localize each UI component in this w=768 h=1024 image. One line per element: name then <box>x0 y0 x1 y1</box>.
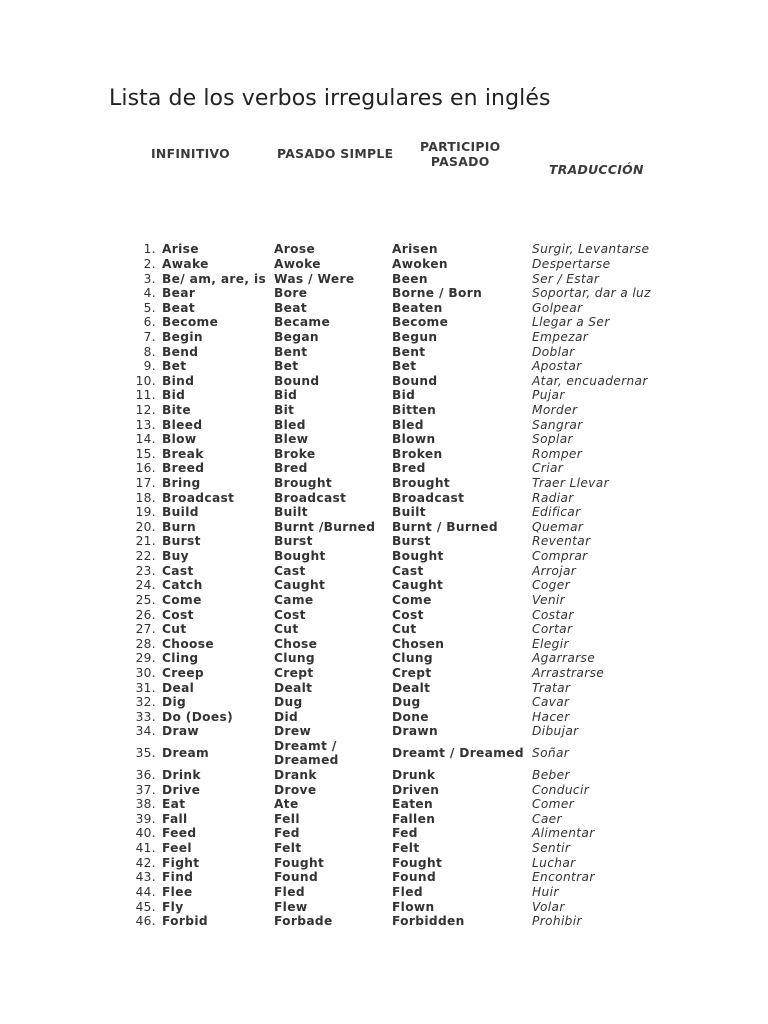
verb-number: 4. <box>143 286 156 301</box>
verb-infinitive: Beat <box>162 300 196 315</box>
verb-translation: Comer <box>532 797 575 812</box>
table-row <box>118 782 651 797</box>
verb-number: 13. <box>135 417 156 432</box>
verb-number: 46. <box>135 914 156 929</box>
verb-past-simple: Bled <box>274 417 306 432</box>
verb-past-simple: Forbade <box>274 914 333 929</box>
verb-infinitive: Buy <box>162 549 189 564</box>
table-row <box>118 739 651 768</box>
verb-past-simple: Bit <box>274 403 295 417</box>
verb-past-participle: Blown <box>392 432 436 447</box>
verb-infinitive: Fly <box>162 899 184 914</box>
verb-past-participle: Forbidden <box>392 914 465 929</box>
table-row <box>118 812 651 827</box>
page-title: Lista de los verbos irregulares en inglés <box>109 86 551 111</box>
verb-translation: Romper <box>532 446 583 461</box>
verb-past-participle: Begun <box>392 329 438 344</box>
verb-translation: Criar <box>532 461 564 476</box>
table-row <box>118 636 651 651</box>
verb-infinitive: Begin <box>162 329 203 344</box>
verb-translation: Huir <box>532 884 559 899</box>
verb-translation: Dibujar <box>532 724 579 739</box>
table-row <box>118 447 651 462</box>
verb-number: 39. <box>135 811 156 826</box>
verb-infinitive: Do (Does) <box>162 709 234 724</box>
table-row <box>118 549 651 564</box>
verb-past-simple: Drank <box>274 768 317 783</box>
verb-number: 34. <box>135 724 156 739</box>
table-row <box>118 680 651 695</box>
verb-past-simple: Drove <box>274 782 317 797</box>
verb-infinitive: Forbid <box>162 914 208 929</box>
verb-table <box>118 242 651 928</box>
verb-translation: Radiar <box>532 490 574 505</box>
table-row <box>118 578 651 593</box>
table-row <box>118 724 651 739</box>
verb-translation: Alimentar <box>532 826 595 841</box>
verb-past-participle: Bought <box>392 549 444 564</box>
verb-translation: Ser / Estar <box>532 271 600 286</box>
table-row <box>118 622 651 637</box>
table-row <box>118 315 651 330</box>
verb-past-participle: Cut <box>392 622 417 637</box>
verb-translation: Prohibir <box>532 914 582 929</box>
verb-number: 3. <box>143 271 156 286</box>
verb-past-simple: Flew <box>274 899 308 914</box>
verb-past-simple: Broke <box>274 446 316 461</box>
verb-past-participle: Caught <box>392 578 444 593</box>
verb-past-participle: Bred <box>392 461 426 476</box>
verb-translation: Venir <box>532 592 565 607</box>
verb-past-simple: Arose <box>274 242 316 257</box>
table-row <box>118 651 651 666</box>
verb-past-participle: Chosen <box>392 636 445 651</box>
verb-translation: Tratar <box>532 680 571 695</box>
verb-translation: Sentir <box>532 841 571 856</box>
verb-past-participle: Been <box>392 271 428 286</box>
table-row <box>118 768 651 783</box>
verb-translation: Edificar <box>532 505 581 520</box>
verb-translation: Caer <box>532 811 562 826</box>
verb-infinitive: Burst <box>162 534 201 549</box>
verb-infinitive: Bite <box>162 403 191 417</box>
verb-past-participle: Done <box>392 709 429 724</box>
verb-number: 31. <box>135 680 156 695</box>
table-row <box>118 855 651 870</box>
verb-infinitive: Choose <box>162 636 214 651</box>
verb-past-participle: Dealt <box>392 680 431 695</box>
header-pasado-simple: PASADO SIMPLE <box>277 146 394 161</box>
verb-infinitive: Deal <box>162 680 195 695</box>
verb-past-simple: Caught <box>274 578 326 593</box>
verb-infinitive: Eat <box>162 797 186 812</box>
verb-number: 16. <box>135 461 156 476</box>
verb-past-simple: Bid <box>274 388 298 403</box>
verb-infinitive: Bend <box>162 344 199 359</box>
verb-translation: Costar <box>532 607 574 622</box>
header-participio-line1: PARTICIPIO <box>420 139 501 154</box>
header-participio-pasado <box>420 139 501 169</box>
verb-infinitive: Bear <box>162 286 196 301</box>
verb-translation: Soñar <box>532 746 570 761</box>
table-row <box>118 476 651 491</box>
verb-infinitive: Feed <box>162 826 197 841</box>
verb-number: 15. <box>135 446 156 461</box>
verb-table-body <box>118 242 651 928</box>
verb-infinitive: Bind <box>162 373 195 388</box>
verb-past-simple: Cost <box>274 607 306 622</box>
verb-past-participle: Fed <box>392 826 418 841</box>
table-row <box>118 870 651 885</box>
verb-infinitive: Blow <box>162 432 197 447</box>
table-row <box>118 461 651 476</box>
verb-number: 42. <box>135 855 156 870</box>
verb-past-participle: Beaten <box>392 300 443 315</box>
verb-number: 43. <box>135 870 156 885</box>
verb-past-participle: Become <box>392 315 449 330</box>
verb-past-participle: Bent <box>392 344 426 359</box>
verb-translation: Despertarse <box>532 256 611 271</box>
verb-number: 9. <box>143 359 156 374</box>
verb-past-participle: Dug <box>392 695 421 710</box>
verb-infinitive: Burn <box>162 519 197 534</box>
verb-number: 23. <box>135 563 156 578</box>
verb-infinitive: Cling <box>162 651 199 666</box>
verb-past-participle: Eaten <box>392 797 434 812</box>
verb-number: 5. <box>143 300 156 315</box>
verb-past-simple: Fought <box>274 855 325 870</box>
verb-translation: Luchar <box>532 855 576 870</box>
table-row <box>118 373 651 388</box>
verb-number: 44. <box>135 884 156 899</box>
verb-past-participle: Drawn <box>392 724 439 739</box>
verb-past-simple: Drew <box>274 724 312 739</box>
verb-translation: Morder <box>532 403 578 417</box>
verb-past-simple: Blew <box>274 432 309 447</box>
verb-infinitive: Come <box>162 592 202 607</box>
verb-past-participle: Driven <box>392 782 440 797</box>
verb-past-simple: Bent <box>274 344 308 359</box>
verb-number: 38. <box>135 797 156 812</box>
verb-past-participle: Cast <box>392 563 424 578</box>
verb-translation: Soplar <box>532 432 573 447</box>
verb-past-simple: Awoke <box>274 256 321 271</box>
verb-past-participle: Drunk <box>392 768 436 783</box>
table-row <box>118 710 651 725</box>
verb-number: 8. <box>143 344 156 359</box>
verb-past-participle: Fought <box>392 855 443 870</box>
table-row <box>118 242 651 257</box>
table-row <box>118 359 651 374</box>
verb-past-simple: Fell <box>274 811 300 826</box>
table-row <box>118 534 651 549</box>
verb-translation: Arrastrarse <box>532 665 605 680</box>
verb-translation: Conducir <box>532 782 590 797</box>
header-participio-line2: PASADO <box>430 154 490 169</box>
verb-past-simple: Chose <box>274 636 318 651</box>
verb-past-simple: Dealt <box>274 680 313 695</box>
verb-past-participle: Awoken <box>392 256 448 271</box>
verb-infinitive: Cost <box>162 607 194 622</box>
verb-number: 32. <box>135 695 156 710</box>
verb-number: 20. <box>135 519 156 534</box>
header-infinitivo: INFINITIVO <box>151 146 231 161</box>
verb-number: 30. <box>135 665 156 680</box>
verb-translation: Pujar <box>532 388 565 403</box>
verb-past-participle: Fled <box>392 884 423 899</box>
table-row <box>118 490 651 505</box>
verb-past-simple: Built <box>274 505 308 520</box>
verb-translation: Cortar <box>532 622 573 637</box>
verb-infinitive: Dream <box>162 746 210 761</box>
header-traduccion: TRADUCCIÓN <box>549 162 644 177</box>
verb-infinitive: Bet <box>162 359 187 374</box>
table-row <box>118 344 651 359</box>
verb-translation: Llegar a Ser <box>532 315 610 330</box>
verb-infinitive: Bid <box>162 388 186 403</box>
verb-number: 45. <box>135 899 156 914</box>
verb-number: 28. <box>135 636 156 651</box>
verb-past-participle: Broadcast <box>392 490 465 505</box>
verb-past-simple: Brought <box>274 476 333 491</box>
verb-infinitive: Creep <box>162 665 204 680</box>
verb-past-simple: Fed <box>274 826 300 841</box>
verb-infinitive: Find <box>162 870 194 885</box>
verb-translation: Coger <box>532 578 570 593</box>
verb-translation: Elegir <box>532 636 569 651</box>
verb-translation: Empezar <box>532 329 589 344</box>
verb-number: 33. <box>135 709 156 724</box>
verb-infinitive: Dig <box>162 695 187 710</box>
verb-past-simple: Came <box>274 592 314 607</box>
table-row <box>118 607 651 622</box>
verb-past-participle: Bet <box>392 359 417 374</box>
verb-past-simple: Clung <box>274 651 315 666</box>
verb-past-simple: Cast <box>274 563 306 578</box>
table-row <box>118 666 651 681</box>
table-row <box>118 914 651 929</box>
table-row <box>118 432 651 447</box>
verb-infinitive: Cut <box>162 622 187 637</box>
verb-past-participle: Flown <box>392 899 435 914</box>
verb-past-simple: Crept <box>274 665 314 680</box>
verb-number: 2. <box>143 256 156 271</box>
verb-infinitive: Arise <box>162 242 199 257</box>
table-row <box>118 417 651 432</box>
table-row <box>118 797 651 812</box>
table-row <box>118 257 651 272</box>
verb-translation: Reventar <box>532 534 591 549</box>
table-row <box>118 899 651 914</box>
verb-infinitive: Flee <box>162 884 193 899</box>
verb-number: 1. <box>143 242 156 257</box>
verb-past-simple: Bet <box>274 359 299 374</box>
table-row <box>118 403 651 418</box>
verb-past-participle: Bitten <box>392 403 437 417</box>
verb-infinitive: Drink <box>162 768 201 783</box>
table-row <box>118 563 651 578</box>
verb-translation: Golpear <box>532 300 583 315</box>
verb-past-participle: Brought <box>392 476 451 491</box>
verb-translation: Soportar, dar a luz <box>532 286 651 301</box>
verb-translation: Comprar <box>532 549 588 564</box>
verb-translation: Quemar <box>532 519 584 534</box>
verb-infinitive: Broadcast <box>162 490 235 505</box>
verb-number: 37. <box>135 782 156 797</box>
verb-past-participle: Bid <box>392 388 416 403</box>
verb-past-participle: Crept <box>392 665 432 680</box>
verb-past-participle: Arisen <box>392 242 438 257</box>
verb-number: 14. <box>135 432 156 447</box>
verb-past-simple: Did <box>274 709 299 724</box>
verb-infinitive: Draw <box>162 724 200 739</box>
verb-number: 17. <box>135 476 156 491</box>
verb-translation: Traer Llevar <box>532 476 609 491</box>
verb-infinitive: Breed <box>162 461 205 476</box>
verb-translation: Encontrar <box>532 870 595 885</box>
verb-past-participle: Burnt / Burned <box>392 519 498 534</box>
verb-infinitive: Bring <box>162 476 201 491</box>
verb-past-simple: Beat <box>274 300 308 315</box>
table-row <box>118 695 651 710</box>
table-row <box>118 300 651 315</box>
verb-past-simple: Bred <box>274 461 308 476</box>
table-row <box>118 505 651 520</box>
table-row <box>118 826 651 841</box>
table-row <box>118 593 651 608</box>
verb-past-simple: Bought <box>274 549 326 564</box>
verb-past-simple: Began <box>274 329 319 344</box>
verb-number: 19. <box>135 505 156 520</box>
verb-translation: Sangrar <box>532 417 583 432</box>
verb-number: 21. <box>135 534 156 549</box>
verb-number: 18. <box>135 490 156 505</box>
verb-past-participle: Bound <box>392 373 438 388</box>
verb-past-simple: Became <box>274 315 331 330</box>
verb-number: 26. <box>135 607 156 622</box>
verb-past-participle: Cost <box>392 607 424 622</box>
verb-past-simple: Bound <box>274 373 320 388</box>
table-row <box>118 330 651 345</box>
verb-translation: Surgir, Levantarse <box>532 242 650 257</box>
verb-past-participle: Bled <box>392 417 424 432</box>
verb-past-participle: Burst <box>392 534 431 549</box>
verb-past-participle: Clung <box>392 651 433 666</box>
verb-past-simple: Ate <box>274 797 299 812</box>
verb-number: 12. <box>135 403 156 417</box>
table-row <box>118 885 651 900</box>
verb-past-participle: Built <box>392 505 426 520</box>
verb-number: 41. <box>135 841 156 856</box>
verb-translation: Hacer <box>532 709 570 724</box>
verb-infinitive: Break <box>162 446 204 461</box>
verb-past-simple: Burnt /Burned <box>274 519 376 534</box>
verb-past-simple: Found <box>274 870 319 885</box>
verb-past-simple: Cut <box>274 622 299 637</box>
verb-number: 22. <box>135 549 156 564</box>
verb-infinitive: Build <box>162 505 199 520</box>
verb-infinitive: Feel <box>162 841 192 856</box>
verb-infinitive: Catch <box>162 578 203 593</box>
table-row <box>118 271 651 286</box>
verb-past-simple: Fled <box>274 884 305 899</box>
verb-translation: Apostar <box>532 359 582 374</box>
verb-infinitive: Drive <box>162 782 201 797</box>
table-row <box>118 286 651 301</box>
verb-number: 10. <box>135 373 156 388</box>
verb-past-participle: Come <box>392 592 432 607</box>
verb-translation: Cavar <box>532 695 570 710</box>
verb-infinitive: Fight <box>162 855 200 870</box>
verb-past-participle: Felt <box>392 841 420 856</box>
verb-number: 11. <box>135 388 156 403</box>
verb-past-simple: Broadcast <box>274 490 347 505</box>
verb-infinitive: Awake <box>162 256 209 271</box>
verb-translation: Atar, encuadernar <box>532 373 648 388</box>
verb-number: 36. <box>135 768 156 783</box>
verb-infinitive: Bleed <box>162 417 203 432</box>
table-row <box>118 841 651 856</box>
verb-translation: Arrojar <box>532 563 577 578</box>
verb-translation: Doblar <box>532 344 575 359</box>
verb-infinitive: Fall <box>162 811 188 826</box>
verb-translation: Beber <box>532 768 570 783</box>
verb-number: 7. <box>143 329 156 344</box>
verb-past-participle: Dreamt / Dreamed <box>392 746 524 761</box>
verb-past-participle: Found <box>392 870 437 885</box>
verb-number: 40. <box>135 826 156 841</box>
verb-number: 6. <box>143 315 156 330</box>
table-row <box>118 388 651 403</box>
verb-translation: Volar <box>532 899 565 914</box>
verb-past-simple: Dug <box>274 695 303 710</box>
verb-past-simple: Felt <box>274 841 302 856</box>
verb-infinitive: Become <box>162 315 219 330</box>
verb-infinitive: Be/ am, are, is <box>162 271 267 286</box>
verb-number: 29. <box>135 651 156 666</box>
verb-past-simple: Bore <box>274 286 308 301</box>
verb-past-simple: Dreamt / Dreamed <box>274 738 339 768</box>
verb-past-participle: Borne / Born <box>392 286 483 301</box>
verb-number: 25. <box>135 592 156 607</box>
verb-past-participle: Broken <box>392 446 443 461</box>
table-row <box>118 520 651 535</box>
verb-number: 35. <box>135 746 156 761</box>
verb-past-simple: Burst <box>274 534 313 549</box>
verb-translation: Agarrarse <box>532 651 596 666</box>
verb-past-participle: Fallen <box>392 811 436 826</box>
verb-number: 27. <box>135 622 156 637</box>
verb-infinitive: Cast <box>162 563 194 578</box>
verb-past-simple: Was / Were <box>274 271 355 286</box>
verb-number: 24. <box>135 578 156 593</box>
